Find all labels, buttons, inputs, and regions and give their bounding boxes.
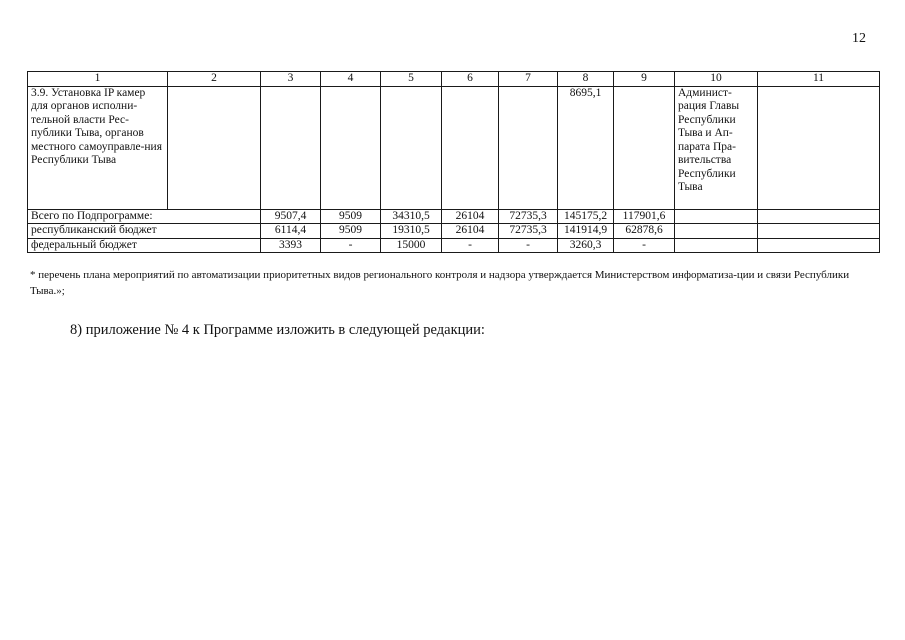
table-cell: 9509	[321, 224, 381, 239]
table-cell: 26104	[442, 209, 499, 224]
table-cell	[442, 86, 499, 209]
table-row	[28, 224, 880, 239]
table-header-row	[28, 72, 880, 87]
table-cell	[381, 86, 442, 209]
row-label: федеральный бюджет	[28, 238, 261, 253]
header-cell: 10	[675, 72, 758, 87]
activity-description: 3.9. Установка IP камер для органов исполни-тельной власти Рес-публики Тыва, органов местного самоуправле-ния Республики Тыва	[28, 86, 168, 209]
table-cell: 3260,3	[558, 238, 614, 253]
table-cell: 34310,5	[381, 209, 442, 224]
budget-table	[27, 71, 880, 253]
table-cell	[614, 86, 675, 209]
table-cell	[321, 86, 381, 209]
table-cell: -	[614, 238, 675, 253]
activity-executor: Админист-рация Главы Республики Тыва и Ап-парата Пра-вительства Республики Тыва	[675, 86, 758, 209]
table-cell: 9507,4	[261, 209, 321, 224]
activity-row	[28, 86, 880, 209]
footnote: * перечень плана мероприятий по автоматизации приоритетных видов регионального контроля и надзора утверждается Министерством информатиза-ции и связи Республики Тыва.»;	[30, 269, 850, 297]
table-cell	[758, 86, 880, 209]
header-cell: 7	[499, 72, 558, 87]
table-cell: 141914,9	[558, 224, 614, 239]
table-cell: 9509	[321, 209, 381, 224]
table-cell	[758, 238, 880, 253]
header-cell: 5	[381, 72, 442, 87]
table-cell	[675, 209, 758, 224]
header-cell: 6	[442, 72, 499, 87]
page-number: 12	[852, 31, 866, 46]
table-row	[28, 209, 880, 224]
header-cell: 1	[28, 72, 168, 87]
table-cell: 3393	[261, 238, 321, 253]
table-cell: 117901,6	[614, 209, 675, 224]
table-cell: 26104	[442, 224, 499, 239]
row-label: республиканский бюджет	[28, 224, 261, 239]
table-cell: 6114,4	[261, 224, 321, 239]
table-cell: 62878,6	[614, 224, 675, 239]
table-cell: 15000	[381, 238, 442, 253]
table-cell	[261, 86, 321, 209]
row-label: Всего по Подпрограмме:	[28, 209, 261, 224]
activity-amount: 8695,1	[558, 86, 614, 209]
header-cell: 8	[558, 72, 614, 87]
table-cell	[168, 86, 261, 209]
table-cell: 72735,3	[499, 224, 558, 239]
header-cell: 9	[614, 72, 675, 87]
table-cell: 145175,2	[558, 209, 614, 224]
table-cell	[499, 86, 558, 209]
header-cell: 3	[261, 72, 321, 87]
table-cell: -	[321, 238, 381, 253]
table-cell: 19310,5	[381, 224, 442, 239]
table-cell: -	[442, 238, 499, 253]
header-cell: 2	[168, 72, 261, 87]
table-cell	[675, 224, 758, 239]
table-cell: 72735,3	[499, 209, 558, 224]
header-cell: 4	[321, 72, 381, 87]
table-cell	[758, 209, 880, 224]
table-cell: -	[499, 238, 558, 253]
table-cell	[675, 238, 758, 253]
table-row	[28, 238, 880, 253]
amendment-paragraph: 8) приложение № 4 к Программе изложить в следующей редакции:	[70, 322, 485, 338]
header-cell: 11	[758, 72, 880, 87]
table-cell	[758, 224, 880, 239]
